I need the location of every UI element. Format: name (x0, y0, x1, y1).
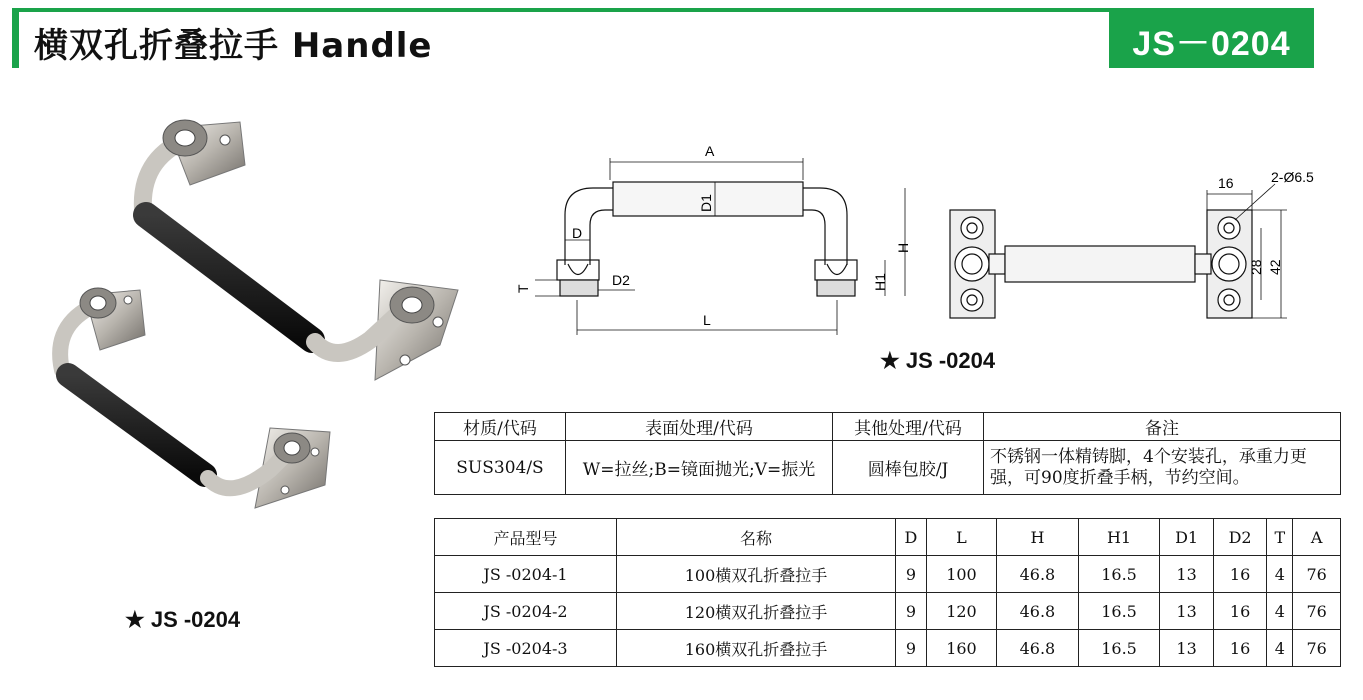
model-L: 100 (926, 556, 996, 593)
model-D: 9 (896, 630, 927, 667)
model-D2: 16 (1213, 556, 1267, 593)
model-name: 160横双孔折叠拉手 (617, 630, 896, 667)
model-D: 9 (896, 556, 927, 593)
model-T: 4 (1267, 630, 1293, 667)
photo-caption: ★ JS -0204 (125, 607, 241, 632)
model-L: 120 (926, 593, 996, 630)
model-header-D2: D2 (1213, 519, 1267, 556)
model-name: 120横双孔折叠拉手 (617, 593, 896, 630)
model-A: 76 (1293, 630, 1341, 667)
product-code-badge: JS－0204 (1109, 12, 1314, 68)
model-header-T: T (1267, 519, 1293, 556)
model-header-name: 名称 (617, 519, 896, 556)
model-H1: 16.5 (1078, 593, 1160, 630)
model-code: JS -0204-2 (435, 593, 617, 630)
dim-label-D: D (572, 225, 583, 241)
model-T: 4 (1267, 593, 1293, 630)
model-header-A: A (1293, 519, 1341, 556)
spec-header-surface: 表面处理/代码 (566, 413, 833, 441)
page-title: 横双孔折叠拉手 Handle (34, 26, 433, 66)
model-header-L: L (926, 519, 996, 556)
dim-label-T: T (515, 284, 531, 293)
model-D: 9 (896, 593, 927, 630)
model-D1: 13 (1160, 630, 1214, 667)
model-code: JS -0204-3 (435, 630, 617, 667)
model-header-H: H (997, 519, 1079, 556)
spec-notes: 不锈钢一体精铸脚，4个安装孔，承重力更强，可90度折叠手柄，节约空间。 (984, 441, 1341, 495)
spec-header-material: 材质/代码 (435, 413, 566, 441)
spec-header-other: 其他处理/代码 (833, 413, 984, 441)
model-H1: 16.5 (1078, 630, 1160, 667)
table-row (435, 593, 1341, 630)
model-T: 4 (1267, 556, 1293, 593)
table-row (435, 556, 1341, 593)
model-D2: 16 (1213, 630, 1267, 667)
model-name: 100横双孔折叠拉手 (617, 556, 896, 593)
diagram-caption: ★ JS -0204 (880, 348, 996, 373)
top-view-diagram (945, 170, 1335, 325)
spec-table (434, 412, 1341, 495)
model-A: 76 (1293, 556, 1341, 593)
dim-label-H1: H1 (872, 273, 888, 291)
large-handle (143, 120, 458, 380)
model-D1: 13 (1160, 593, 1214, 630)
model-D2: 16 (1213, 593, 1267, 630)
model-table (434, 518, 1341, 667)
dim-label-42: 42 (1267, 259, 1283, 275)
model-H: 46.8 (997, 593, 1079, 630)
model-header-D: D (896, 519, 927, 556)
model-A: 76 (1293, 593, 1341, 630)
spec-other: 圆棒包胶/J (833, 441, 984, 495)
header-accent-bar (12, 12, 19, 68)
dim-label-D1: D1 (698, 194, 714, 212)
front-view-diagram (515, 140, 915, 340)
spec-surface: W=拉丝;B=镜面抛光;V=振光 (566, 441, 833, 495)
model-header-H1: H1 (1078, 519, 1160, 556)
spec-header-notes: 备注 (984, 413, 1341, 441)
product-photo (40, 110, 490, 530)
model-header-D1: D1 (1160, 519, 1214, 556)
model-H: 46.8 (997, 556, 1079, 593)
model-H: 46.8 (997, 630, 1079, 667)
dim-label-L: L (703, 312, 711, 328)
model-D1: 13 (1160, 556, 1214, 593)
dim-label-H: H (895, 242, 911, 253)
model-code: JS -0204-1 (435, 556, 617, 593)
spec-row (435, 441, 1341, 495)
dim-label-16: 16 (1218, 175, 1234, 191)
spec-material: SUS304/S (435, 441, 566, 495)
dim-label-A: A (705, 143, 715, 159)
spec-header-row (435, 413, 1341, 441)
model-H1: 16.5 (1078, 556, 1160, 593)
table-row (435, 630, 1341, 667)
dim-label-28: 28 (1248, 259, 1264, 275)
model-header-code: 产品型号 (435, 519, 617, 556)
model-header-row (435, 519, 1341, 556)
model-L: 160 (926, 630, 996, 667)
dim-label-hole: 2-Ø6.5 (1271, 170, 1314, 185)
dim-label-D2: D2 (612, 272, 630, 288)
